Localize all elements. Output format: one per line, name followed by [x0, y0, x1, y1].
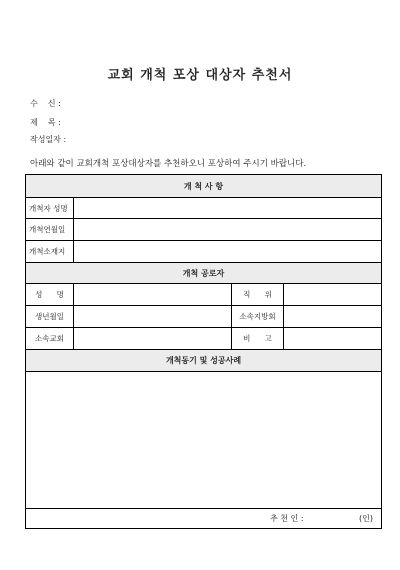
church-label: 소속교회 — [26, 328, 74, 349]
pioneer-name-field[interactable] — [74, 198, 381, 218]
date-line — [30, 134, 66, 145]
seal-mark: (인) — [359, 514, 373, 523]
pioneer-date-field[interactable] — [74, 219, 381, 240]
intro-text: 아래와 같이 교회개척 포상대상자를 추천하오니 포상하여 주시기 바랍니다. — [30, 159, 307, 169]
motivation-area[interactable] — [26, 372, 381, 509]
contributor-church-row — [26, 328, 381, 350]
pioneer-location-label: 개척소재지 — [26, 241, 74, 262]
pioneer-date-row — [26, 219, 381, 241]
birthdate-label: 생년월일 — [26, 306, 74, 327]
district-label: 소속지방회 — [232, 306, 284, 327]
section3-header — [26, 350, 381, 372]
recommendation-form — [25, 174, 382, 529]
contributor-name-row — [26, 284, 381, 306]
pioneer-name-label: 개척자 성명 — [26, 198, 74, 218]
position-field[interactable] — [284, 284, 381, 305]
section1-title: 개 척 사 항 — [183, 181, 224, 191]
page-title: 교회 개척 포상 대상자 추천서 — [107, 68, 293, 83]
section2-title: 개척 공로자 — [182, 268, 225, 278]
section2-header — [26, 263, 381, 284]
remarks-field[interactable] — [284, 328, 381, 349]
contributor-name-label: 성 명 — [26, 284, 74, 305]
district-field[interactable] — [284, 306, 381, 327]
pioneer-location-field[interactable] — [74, 241, 381, 262]
pioneer-location-row — [26, 241, 381, 263]
section1-header — [26, 175, 381, 198]
section3-title: 개척동기 및 성공사례 — [165, 356, 242, 365]
birthdate-field[interactable] — [74, 306, 232, 327]
recipient-label: 수 신 : — [30, 99, 61, 108]
recipient-line — [30, 98, 61, 109]
position-label: 직 위 — [232, 284, 284, 305]
contributor-birth-row — [26, 306, 381, 328]
recommender-label: 추 천 인 : — [270, 514, 304, 523]
date-label: 작성일자 : — [30, 135, 67, 144]
remarks-label: 비 고 — [232, 328, 284, 349]
subject-line — [30, 117, 61, 128]
signature-row — [26, 508, 381, 528]
pioneer-date-label: 개척연월일 — [26, 219, 74, 240]
pioneer-name-row — [26, 198, 381, 219]
subject-label: 제 목 : — [30, 118, 61, 127]
church-field[interactable] — [74, 328, 232, 349]
contributor-name-field[interactable] — [74, 284, 232, 305]
